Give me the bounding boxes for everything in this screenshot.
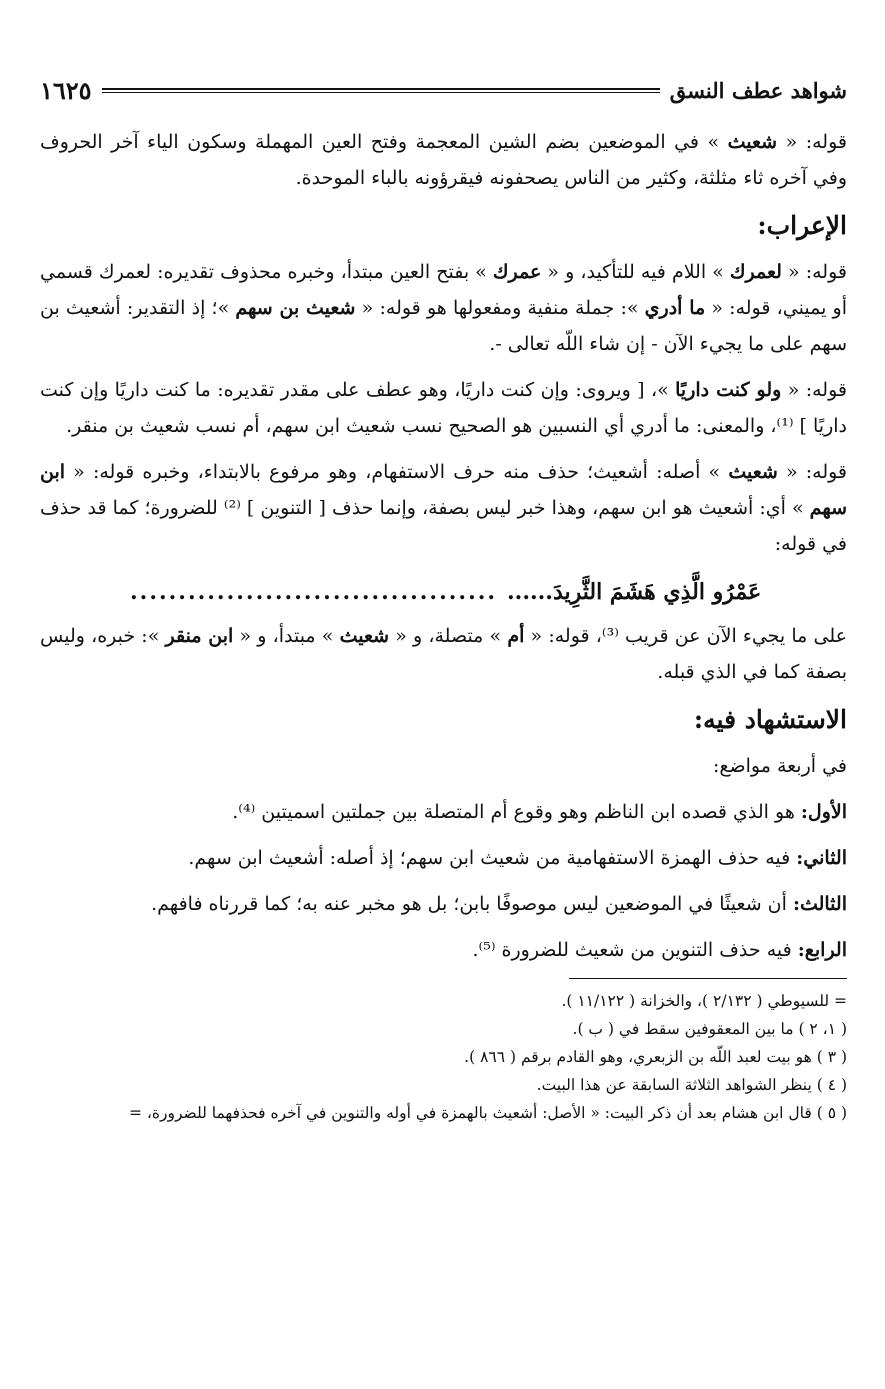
quoted-term: ابن سهم xyxy=(40,461,847,519)
footnote-separator xyxy=(569,978,847,979)
quoted-term: ولو كنت داريًا xyxy=(675,379,782,401)
point-label: الرابع: xyxy=(797,939,847,961)
text-run: قوله: « xyxy=(781,379,847,401)
text-run: »، [ ويروى: وإن كنت داريًا، وهو عطف على مقدر تقديره: ما كنت داريًا وإن كنت داريًا ] ⁽¹⁾، والمعنى: ما أدري أي النسبين هو الصحيح نسب شعيث ابن سهم، أم نسب شعيث بن منقر. xyxy=(40,379,847,437)
text-run: » أصله: أشعيث؛ حذف منه حرف الاستفهام، وهو مرفوع بالابتداء، وخبره قوله: « xyxy=(65,461,729,483)
quoted-term: شعيث بن سهم xyxy=(235,297,356,319)
text-run: »: خبره، وليس بصفة كما في الذي قبله. xyxy=(40,625,847,683)
quoted-term: ابن منقر xyxy=(165,625,234,647)
point-second xyxy=(40,840,847,876)
point-text: فيه حذف التنوين من شعيث للضرورة ⁽⁵⁾. xyxy=(472,939,798,961)
point-label: الأول: xyxy=(800,801,847,823)
quoted-term: شعيث xyxy=(339,625,390,647)
paragraph-intro: في أربعة مواضع: xyxy=(712,755,847,777)
page-header xyxy=(40,72,847,108)
text-run: » اللام فيه للتأكيد، و « xyxy=(541,261,730,283)
text-run: » مبتدأ، و « xyxy=(233,625,340,647)
quoted-term: عمرك xyxy=(492,261,542,283)
quoted-term: ما أدري xyxy=(644,297,706,319)
text-run: قوله: « xyxy=(781,261,847,283)
text-run: »؛ إذ التقدير: أشعيث بن سهم على ما يجيء الآن - إن شاء اللّه تعالى -. xyxy=(40,297,847,355)
verse-second-hemistich: ...................................... xyxy=(130,579,498,605)
text-run: » في الموضعين بضم الشين المعجمة وفتح العين المهملة وسكون الياء آخر الحروف وفي آخره ثاء مثلثة، وكثير من الناس يصحفونه فيقرؤونه بالباء الموحدة. xyxy=(40,131,847,189)
text-run: » بفتح العين مبتدأ، وخبره محذوف تقديره: لعمرك قسمي أو يميني، قوله: « xyxy=(40,261,847,319)
quoted-term: لعمرك xyxy=(729,261,782,283)
paragraph-irab-2 xyxy=(40,372,847,444)
quoted-term: شعيث xyxy=(728,461,778,483)
footnote-5: ( ٥ ) قال ابن هشام بعد أن ذكر البيت: « الأصل: أشعيث بالهمزة في أوله والتنوين في آخره فحذفهما للضرورة، = xyxy=(128,1104,847,1122)
header-rule xyxy=(102,88,660,93)
text-run: قوله: « xyxy=(777,461,848,483)
quoted-term: شعيث xyxy=(727,131,778,153)
paragraph-spelling xyxy=(40,124,847,196)
heading-irab: الإعراب: xyxy=(757,211,847,240)
footnote-1-2: ( ١، ٢ ) ما بين المعقوفين سقط في ( ب ). xyxy=(572,1020,847,1038)
footnote-4: ( ٤ ) ينظر الشواهد الثلاثة السابقة عن هذا البيت. xyxy=(536,1076,847,1094)
text-run: قوله: « xyxy=(777,131,847,153)
page-number: ١٦٢٥ xyxy=(40,75,92,105)
text-run: »: جملة منفية ومفعولها هو قوله: « xyxy=(355,297,645,319)
text-run: » متصلة، و « xyxy=(389,625,508,647)
point-label: الثاني: xyxy=(796,847,847,869)
text-run: على ما يجيء الآن عن قريب ⁽³⁾، قوله: « xyxy=(524,625,847,647)
quoted-term: أم xyxy=(507,625,525,647)
point-fourth xyxy=(40,932,847,968)
paragraph-irab-4 xyxy=(40,618,847,690)
point-first xyxy=(40,794,847,830)
running-title: شواهد عطف النسق xyxy=(669,77,847,103)
point-third xyxy=(40,886,847,922)
point-text: هو الذي قصده ابن الناظم وهو وقوع أم المتصلة بين جملتين اسميتين ⁽⁴⁾. xyxy=(232,801,801,823)
point-text: أن شعيثًا في الموضعين ليس موصوفًا بابن؛ بل هو مخبر عنه به؛ كما قررناه فافهم. xyxy=(151,893,793,915)
text-run: » أي: أشعيث هو ابن سهم، وهذا خبر ليس بصفة، وإنما حذف [ التنوين ] ⁽²⁾ للضرورة؛ كما قد حذف في قوله: xyxy=(40,497,847,555)
point-label: الثالث: xyxy=(792,893,847,915)
footnotes xyxy=(40,987,847,1127)
footnote-3: ( ٣ ) هو بيت لعبد اللّه بن الزبعري، وهو القادم برقم ( ٨٦٦ ). xyxy=(464,1048,847,1066)
point-text: فيه حذف الهمزة الاستفهامية من شعيث ابن سهم؛ إذ أصله: أشعيث ابن سهم. xyxy=(188,847,797,869)
verse-quote xyxy=(40,572,837,612)
footnote-continuation: = للسيوطي ( ٢/١٣٢ )، والخزانة ( ١١/١٢٢ ). xyxy=(561,992,847,1010)
paragraph-irab-3 xyxy=(40,454,847,562)
paragraph-irab-1 xyxy=(40,254,847,362)
heading-istishhad: الاستشهاد فيه: xyxy=(693,705,847,734)
verse-first-hemistich: عَمْرُو الَّذِي هَشَمَ الثَّرِيدَ...... xyxy=(507,579,762,605)
